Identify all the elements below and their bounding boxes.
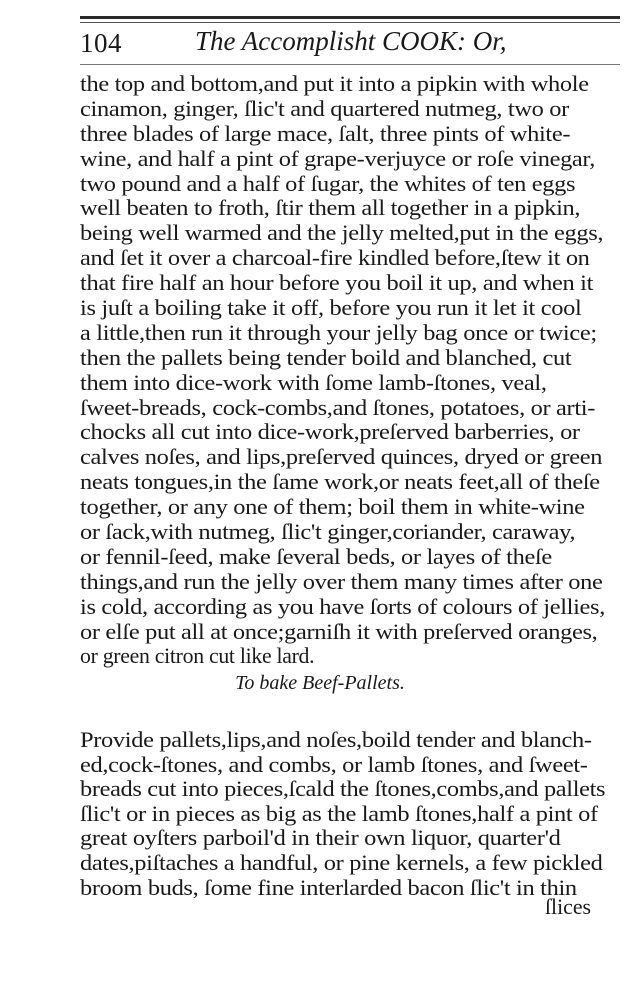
running-head: The Accomplisht COOK: Or, [195, 26, 507, 56]
page-header [80, 24, 620, 60]
section-heading: To bake Beef-Pallets. [235, 672, 405, 694]
text-line: or ſack,with nutmeg, ſlic't ginger,coriander, caraway, [80, 520, 576, 545]
text-line: neats tongues,in the ſame work,or neats feet,all of theſe [80, 470, 600, 495]
text-line: and ſet it over a charcoal-fire kindled before,ſtew it on [80, 246, 590, 271]
text-line: is cold, according as you have ſorts of colours of jellies, [80, 594, 605, 619]
text-line: calves noſes, and lips,preſerved quinces, dryed or green [80, 445, 603, 470]
text-line: three blades of large mace, ſalt, three pints of white- [80, 121, 571, 146]
text-line: is juſt a boiling take it off, before you run it let it cool [80, 296, 582, 321]
text-line: wine, and half a pint of grape-verjuyce or roſe vinegar, [80, 146, 596, 171]
top-border-rule-thin [80, 22, 620, 23]
text-line: ſlic't or in pieces as big as the lamb ſtones,half a pint of [80, 801, 598, 826]
text-line: Provide pallets,lips,and noſes,boild tender and blanch- [80, 728, 592, 752]
text-line: chocks all cut into dice-work,preſerved barberries, or [80, 420, 580, 445]
text-line: dates,piſtaches a handful, or pine kernels, a few pickled [80, 850, 603, 875]
top-border-rule [80, 16, 620, 19]
text-line: together, or any one of them; boil them in white-wine [80, 495, 585, 520]
text-line: that fire half an hour before you boil it up, and when it [80, 271, 594, 296]
text-line: two pound and a half of ſugar, the whites of ten eggs [80, 171, 576, 196]
header-rule [80, 64, 620, 65]
text-line: or fennil-ſeed, make ſeveral beds, or layes of theſe [80, 544, 552, 569]
text-line: well beaten to froth, ſtir them all together in a pipkin, [80, 196, 581, 221]
text-line: broom buds, ſome fine interlarded bacon ſlic't in thin [80, 875, 577, 900]
text-line: being well warmed and the jelly melted,put in the eggs, [80, 221, 604, 246]
text-line: or elſe put all at once;garniſh it with preſerved oranges, [80, 619, 598, 644]
text-line: ed,cock-ſtones, and combs, or lamb ſtones, and ſweet- [80, 752, 588, 777]
passage-text [80, 72, 610, 669]
catchword: ſlices [545, 895, 591, 919]
recipe-text [80, 728, 610, 900]
text-line: breads cut into pieces,ſcald the ſtones,combs,and pallets [80, 777, 606, 802]
text-line: the top and bottom,and put it into a pipkin with whole [80, 72, 589, 96]
text-line: them into dice-work with ſome lamb-ſtones, veal, [80, 370, 547, 395]
text-line: things,and run the jelly over them many times after one [80, 569, 603, 594]
page-number: 104 [80, 28, 122, 58]
text-line: cinamon, ginger, ſlic't and quartered nutmeg, two or [80, 96, 569, 121]
text-line: ſweet-breads, cock-combs,and ſtones, potatoes, or arti- [80, 395, 596, 420]
text-line: or green citron cut like lard. [80, 644, 315, 669]
text-line: great oyſters parboil'd in their own liquor, quarter'd [80, 826, 561, 851]
text-line: a little,then run it through your jelly bag once or twice; [80, 320, 597, 345]
text-line: then the pallets being tender boild and blanched, cut [80, 345, 572, 370]
